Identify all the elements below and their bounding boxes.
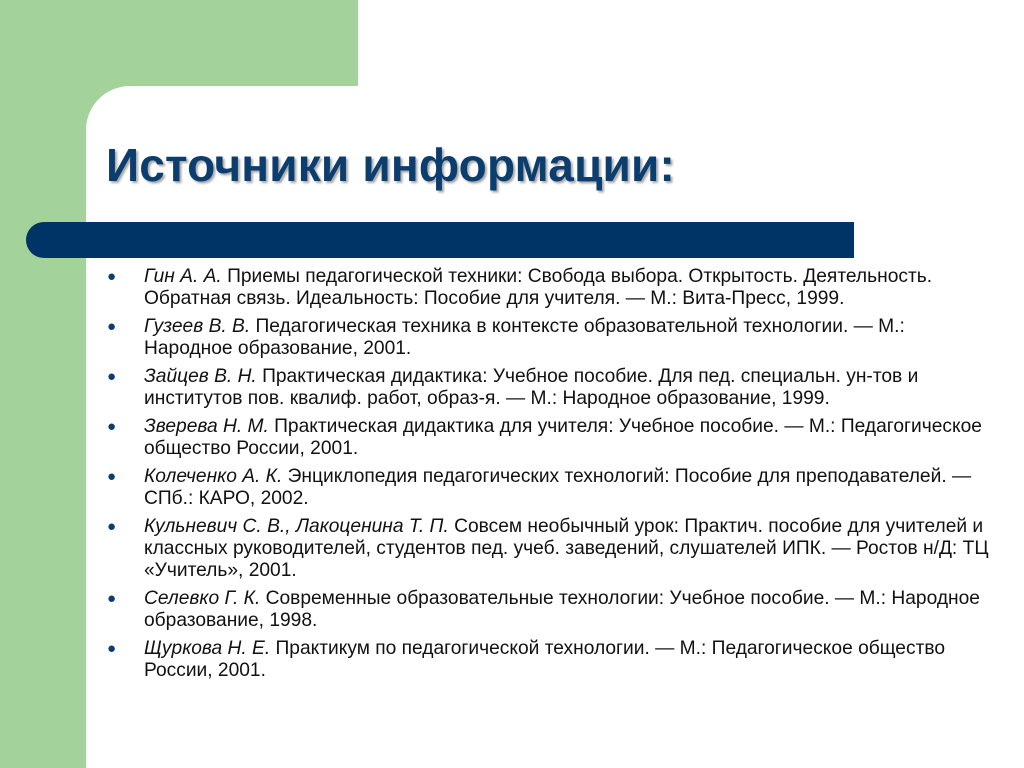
bullet-icon: ●	[107, 518, 117, 535]
bullet-icon: ●	[107, 418, 117, 435]
reference-text: Педагогическая техника в контексте образовательной технологии. — М.: Народное образование, 2001.	[144, 316, 905, 359]
list-item	[103, 588, 993, 632]
bullet-icon: ●	[107, 268, 117, 285]
title-underline-bar	[26, 222, 854, 258]
reference-author: Кульневич С. В., Лакоценина Т. П.	[144, 516, 449, 537]
reference-text: Совсем необычный урок: Практич. пособие для учителей и классных руководителей, студентов пед. учеб. заведений, слушателей ИПК. — Ростов н/Д: ТЦ «Учитель», 2001.	[144, 516, 989, 581]
reference-author: Гузеев В. В.	[144, 316, 251, 337]
reference-text: Современные образовательные технологии: Учебное пособие. — М.: Народное образование, 1998.	[144, 588, 980, 631]
bullet-icon: ●	[107, 468, 117, 485]
reference-text: Практикум по педагогической технологии. — М.: Педагогическое общество России, 2001.	[144, 638, 946, 681]
reference-author: Колеченко А. К.	[144, 466, 283, 487]
list-item	[103, 316, 993, 360]
reference-author: Щуркова Н. Е.	[144, 638, 271, 659]
reference-author: Гин А. А.	[144, 266, 222, 287]
list-item	[103, 466, 993, 510]
reference-author: Селевко Г. К.	[144, 588, 261, 609]
reference-text: Практическая дидактика для учителя: Учебное пособие. — М.: Педагогическое общество России, 2001.	[144, 416, 982, 459]
bullet-icon: ●	[107, 368, 117, 385]
bullet-icon: ●	[107, 590, 117, 607]
bullet-icon: ●	[107, 318, 117, 335]
slide-title: Источники информации:	[106, 139, 676, 191]
reference-author: Зайцев В. Н.	[144, 366, 257, 387]
list-item	[103, 416, 993, 460]
list-item	[103, 366, 993, 410]
reference-text: Энциклопедия педагогических технологий: Пособие для преподавателей. — СПб.: КАРО, 2002.	[144, 466, 972, 509]
reference-list	[103, 266, 993, 688]
bullet-icon: ●	[107, 640, 117, 657]
list-item	[103, 638, 993, 682]
reference-text: Приемы педагогической техники: Свобода выбора. Открытость. Деятельность. Обратная связь. Идеальность: Пособие для учителя. — М.: Вита-Пресс, 1999.	[144, 266, 933, 309]
list-item	[103, 266, 993, 310]
reference-author: Зверева Н. М.	[144, 416, 269, 437]
list-item	[103, 516, 993, 582]
reference-text: Практическая дидактика: Учебное пособие. Для пед. специальн. ун-тов и институтов пов. квалиф. работ, образ-я. — М.: Народное образование, 1999.	[144, 366, 919, 409]
